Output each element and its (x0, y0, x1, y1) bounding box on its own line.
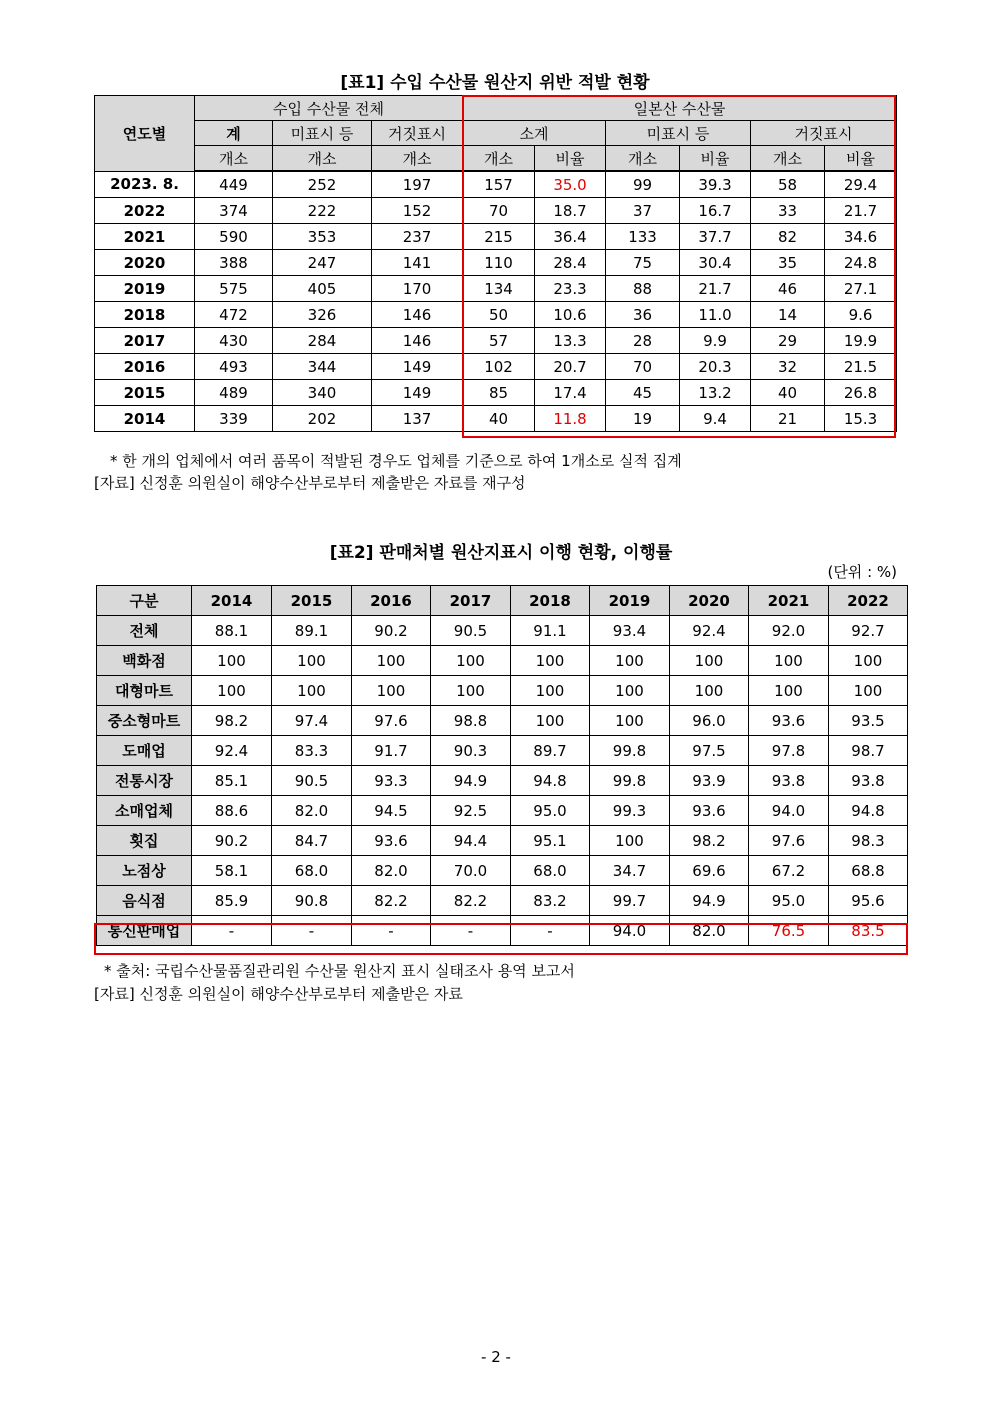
table2-cell: 82.2 (352, 886, 431, 916)
table2-year-header: 2021 (749, 586, 829, 616)
table1-group-total: 수입 수산물 전체 (195, 96, 463, 121)
table2-cell: 58.1 (192, 856, 272, 886)
table2-cell: 94.0 (590, 916, 670, 946)
table2-cell: 68.0 (272, 856, 352, 886)
table1-cell: 17.4 (535, 380, 606, 406)
table1-cell: 102 (463, 354, 535, 380)
table1-cell: 9.4 (680, 406, 751, 432)
table2-cell: 98.3 (829, 826, 908, 856)
table1-cell: 75 (606, 250, 680, 276)
table1-cell: 493 (195, 354, 273, 380)
table1-cell: 29.4 (825, 171, 897, 198)
table2-cell: 82.0 (352, 856, 431, 886)
table2-cell: 98.8 (431, 706, 511, 736)
table1-cell: 489 (195, 380, 273, 406)
table1-cell: 37.7 (680, 224, 751, 250)
row-label: 백화점 (97, 646, 192, 676)
table2-row (97, 856, 908, 886)
table2-cell: 90.5 (272, 766, 352, 796)
table2-row (97, 736, 908, 766)
table1-source: [자료] 신정훈 의원실이 해양수산부로부터 제출받은 자료를 재구성 (94, 474, 526, 492)
table2-cell: 93.5 (829, 706, 908, 736)
table1-cell: 21 (751, 406, 825, 432)
table1-cell: 28 (606, 328, 680, 354)
table2-cell: 94.4 (431, 826, 511, 856)
unit-count: 개소 (195, 146, 273, 172)
table1-cell: 21.5 (825, 354, 897, 380)
table2-cell: 93.4 (590, 616, 670, 646)
table2-cell: 98.2 (192, 706, 272, 736)
table2-cell: 67.2 (749, 856, 829, 886)
row-label: 전체 (97, 616, 192, 646)
table2-cell: 76.5 (749, 916, 829, 946)
table1-cell: 146 (372, 328, 463, 354)
table2-cell: 84.7 (272, 826, 352, 856)
table1-cell: 202 (273, 406, 372, 432)
table1-group-japan: 일본산 수산물 (463, 96, 897, 121)
table1-cell: 197 (372, 171, 463, 198)
table2-cell: 100 (272, 646, 352, 676)
table2-cell: 99.8 (590, 736, 670, 766)
row-label: 대형마트 (97, 676, 192, 706)
table1-cell: 88 (606, 276, 680, 302)
table1-cell: 152 (372, 198, 463, 224)
table2-cell: 90.5 (431, 616, 511, 646)
table2-year-header: 2020 (670, 586, 749, 616)
table2-year-header: 2022 (829, 586, 908, 616)
table2-cell: 98.7 (829, 736, 908, 766)
table2-cell: 97.6 (352, 706, 431, 736)
table1-cell: 40 (751, 380, 825, 406)
unit-ratio: 비율 (680, 146, 751, 172)
table2-row (97, 886, 908, 916)
table2-year-header: 2014 (192, 586, 272, 616)
table1-note: * 한 개의 업체에서 여러 품목이 적발된 경우도 업체를 기준으로 하여 1개소로 실적 집계 (110, 452, 682, 470)
table1-row (95, 328, 897, 354)
row-year: 2022 (95, 198, 195, 224)
table2-row (97, 796, 908, 826)
table2-row (97, 766, 908, 796)
row-year: 2015 (95, 380, 195, 406)
table2-cell: 88.1 (192, 616, 272, 646)
table1-row (95, 380, 897, 406)
table1-cell: 40 (463, 406, 535, 432)
table1-row (95, 406, 897, 432)
table1-cell: 18.7 (535, 198, 606, 224)
table1-cell: 36 (606, 302, 680, 328)
table1-cell: 37 (606, 198, 680, 224)
table2-cell: 95.0 (511, 796, 590, 826)
table1-cell: 10.6 (535, 302, 606, 328)
table2-cell: 90.2 (352, 616, 431, 646)
table1-cell: 326 (273, 302, 372, 328)
table1-cell: 237 (372, 224, 463, 250)
row-year: 2014 (95, 406, 195, 432)
table2-cell: 92.7 (829, 616, 908, 646)
table1-cell: 23.3 (535, 276, 606, 302)
table2-cell: - (511, 916, 590, 946)
table1-row (95, 224, 897, 250)
table2-cell: 94.9 (670, 886, 749, 916)
table2-year-header: 2018 (511, 586, 590, 616)
header-jp-false: 거짓표시 (751, 121, 897, 146)
table2-cell: 100 (431, 676, 511, 706)
table2-cell: 100 (749, 676, 829, 706)
table2-cell: 92.4 (670, 616, 749, 646)
table1-cell: 339 (195, 406, 273, 432)
table2-cell: 82.0 (272, 796, 352, 826)
table1-cell: 32 (751, 354, 825, 380)
table2-cell: 82.0 (670, 916, 749, 946)
row-year: 2017 (95, 328, 195, 354)
table2-cell: - (272, 916, 352, 946)
table1-cell: 85 (463, 380, 535, 406)
table1-cell: 82 (751, 224, 825, 250)
table2-cell: 83.5 (829, 916, 908, 946)
table1-cell: 45 (606, 380, 680, 406)
table1-cell: 39.3 (680, 171, 751, 198)
table2-cell: 83.3 (272, 736, 352, 766)
table2-cell: 94.5 (352, 796, 431, 826)
row-year: 2018 (95, 302, 195, 328)
table1-cell: 27.1 (825, 276, 897, 302)
table1 (94, 95, 897, 432)
table1-cell: 405 (273, 276, 372, 302)
page-number: - 2 - (481, 1348, 511, 1366)
table2-cell: 100 (272, 676, 352, 706)
row-label: 소매업체 (97, 796, 192, 826)
table2-cell: 92.5 (431, 796, 511, 826)
table1-cell: 15.3 (825, 406, 897, 432)
table1-cell: 30.4 (680, 250, 751, 276)
table1-cell: 149 (372, 354, 463, 380)
table2-cell: 100 (511, 646, 590, 676)
table2-cell: 91.7 (352, 736, 431, 766)
header-jp-unlabeled: 미표시 등 (606, 121, 751, 146)
table1-cell: 575 (195, 276, 273, 302)
table2-label-header: 구분 (97, 586, 192, 616)
table1-cell: 472 (195, 302, 273, 328)
table2-year-header: 2016 (352, 586, 431, 616)
table1-cell: 11.8 (535, 406, 606, 432)
table1-cell: 9.6 (825, 302, 897, 328)
unit-count: 개소 (751, 146, 825, 172)
unit-count: 개소 (273, 146, 372, 172)
table2-cell: 34.7 (590, 856, 670, 886)
table2-header-row (97, 586, 908, 616)
table2-cell: 95.6 (829, 886, 908, 916)
table2-note: * 출처: 국립수산물품질관리원 수산물 원산지 표시 실태조사 용역 보고서 (104, 962, 575, 980)
table2-cell: 97.6 (749, 826, 829, 856)
row-label: 음식점 (97, 886, 192, 916)
table2-cell: 99.8 (590, 766, 670, 796)
table2-unit: (단위 : %) (827, 563, 897, 581)
table2-cell: 90.8 (272, 886, 352, 916)
table1-cell: 374 (195, 198, 273, 224)
table1-row (95, 250, 897, 276)
table2-cell: 96.0 (670, 706, 749, 736)
table2-cell: 100 (431, 646, 511, 676)
table2-cell: 89.7 (511, 736, 590, 766)
table2-cell: 93.6 (352, 826, 431, 856)
table2-row (97, 616, 908, 646)
table1-cell: 28.4 (535, 250, 606, 276)
table2-cell: 97.5 (670, 736, 749, 766)
table2-cell: 100 (670, 646, 749, 676)
table1-cell: 134 (463, 276, 535, 302)
table1-cell: 70 (606, 354, 680, 380)
table1-cell: 29 (751, 328, 825, 354)
table2-source: [자료] 신정훈 의원실이 해양수산부로부터 제출받은 자료 (94, 985, 463, 1003)
table2-cell: 95.1 (511, 826, 590, 856)
table1-year-header: 연도별 (95, 96, 195, 172)
table2-cell: 93.3 (352, 766, 431, 796)
table2-cell: 94.9 (431, 766, 511, 796)
table2-cell: 99.3 (590, 796, 670, 826)
table1-row (95, 276, 897, 302)
table1-cell: 99 (606, 171, 680, 198)
table2-row (97, 916, 908, 946)
table2-year-header: 2015 (272, 586, 352, 616)
table2-cell: 93.6 (749, 706, 829, 736)
table2-year-header: 2017 (431, 586, 511, 616)
table1-cell: 26.8 (825, 380, 897, 406)
table2-cell: 100 (590, 826, 670, 856)
table2-cell: 100 (511, 706, 590, 736)
table1-cell: 340 (273, 380, 372, 406)
table2-cell: 92.4 (192, 736, 272, 766)
table1-cell: 13.2 (680, 380, 751, 406)
table1-cell: 21.7 (825, 198, 897, 224)
table2-cell: 93.8 (829, 766, 908, 796)
table2-cell: 89.1 (272, 616, 352, 646)
table1-cell: 13.3 (535, 328, 606, 354)
table1-cell: 284 (273, 328, 372, 354)
table2-cell: 94.8 (511, 766, 590, 796)
table2-cell: 70.0 (431, 856, 511, 886)
table1-cell: 35 (751, 250, 825, 276)
table1-cell: 33 (751, 198, 825, 224)
table2-cell: 100 (590, 706, 670, 736)
table2-cell: 100 (670, 676, 749, 706)
row-year: 2023. 8. (95, 171, 195, 198)
table2-cell: 100 (749, 646, 829, 676)
table2-row (97, 706, 908, 736)
table2-cell: 90.2 (192, 826, 272, 856)
table1-cell: 141 (372, 250, 463, 276)
table2-cell: 82.2 (431, 886, 511, 916)
table1-cell: 57 (463, 328, 535, 354)
unit-count: 개소 (606, 146, 680, 172)
table2-cell: 100 (352, 676, 431, 706)
table1-cell: 146 (372, 302, 463, 328)
table2-cell: 93.6 (670, 796, 749, 826)
table2-cell: 100 (590, 646, 670, 676)
table1-cell: 222 (273, 198, 372, 224)
table1-cell: 149 (372, 380, 463, 406)
row-year: 2021 (95, 224, 195, 250)
table1-cell: 11.0 (680, 302, 751, 328)
table2-cell: 97.4 (272, 706, 352, 736)
table1-cell: 20.7 (535, 354, 606, 380)
table1-cell: 353 (273, 224, 372, 250)
table1-cell: 170 (372, 276, 463, 302)
table1-cell: 215 (463, 224, 535, 250)
table1-cell: 46 (751, 276, 825, 302)
table2-cell: 94.0 (749, 796, 829, 826)
table2-cell: 99.7 (590, 886, 670, 916)
table1-cell: 247 (273, 250, 372, 276)
row-label: 중소형마트 (97, 706, 192, 736)
table1-cell: 24.8 (825, 250, 897, 276)
table1-cell: 21.7 (680, 276, 751, 302)
table2-cell: 97.8 (749, 736, 829, 766)
table1-cell: 50 (463, 302, 535, 328)
table1-cell: 70 (463, 198, 535, 224)
table1-cell: 34.6 (825, 224, 897, 250)
table1-cell: 19.9 (825, 328, 897, 354)
table2-cell: 100 (352, 646, 431, 676)
table2-cell: 100 (829, 676, 908, 706)
table1-row (95, 171, 897, 198)
row-label: 노점상 (97, 856, 192, 886)
table2-row (97, 826, 908, 856)
row-year: 2019 (95, 276, 195, 302)
table2-cell: 92.0 (749, 616, 829, 646)
table2-cell: - (352, 916, 431, 946)
table1-cell: 19 (606, 406, 680, 432)
table2-cell: 69.6 (670, 856, 749, 886)
table1-cell: 58 (751, 171, 825, 198)
table2-cell: 93.8 (749, 766, 829, 796)
table2-cell: 98.2 (670, 826, 749, 856)
table2-row (97, 646, 908, 676)
table1-cell: 137 (372, 406, 463, 432)
table2-cell: 100 (192, 646, 272, 676)
table2-cell: - (431, 916, 511, 946)
table1-cell: 344 (273, 354, 372, 380)
table2-row (97, 676, 908, 706)
table2-cell: 94.8 (829, 796, 908, 826)
unit-ratio: 비율 (535, 146, 606, 172)
header-false: 거짓표시 (372, 121, 463, 146)
header-subtotal: 소계 (463, 121, 606, 146)
table2-cell: 85.9 (192, 886, 272, 916)
table2-cell: 83.2 (511, 886, 590, 916)
table1-cell: 157 (463, 171, 535, 198)
table2-cell: 91.1 (511, 616, 590, 646)
table2-cell: 100 (829, 646, 908, 676)
table1-cell: 110 (463, 250, 535, 276)
table1-cell: 36.4 (535, 224, 606, 250)
table2-cell: 93.9 (670, 766, 749, 796)
header-unlabeled: 미표시 등 (273, 121, 372, 146)
table1-title: [표1] 수입 수산물 원산지 위반 적발 현황 (340, 73, 650, 93)
table1-cell: 590 (195, 224, 273, 250)
table1-cell: 133 (606, 224, 680, 250)
table1-cell: 252 (273, 171, 372, 198)
table1-cell: 16.7 (680, 198, 751, 224)
unit-ratio: 비율 (825, 146, 897, 172)
table1-cell: 430 (195, 328, 273, 354)
table1-cell: 449 (195, 171, 273, 198)
table2-year-header: 2019 (590, 586, 670, 616)
table2 (96, 585, 908, 946)
table2-cell: 85.1 (192, 766, 272, 796)
table2-cell: 95.0 (749, 886, 829, 916)
row-label: 횟집 (97, 826, 192, 856)
row-label: 통신판매업 (97, 916, 192, 946)
table1-cell: 20.3 (680, 354, 751, 380)
table2-cell: - (192, 916, 272, 946)
table2-cell: 100 (192, 676, 272, 706)
header-total: 계 (195, 121, 273, 146)
table1-row (95, 302, 897, 328)
table2-cell: 100 (511, 676, 590, 706)
table2-cell: 68.0 (511, 856, 590, 886)
table1-cell: 35.0 (535, 171, 606, 198)
table2-cell: 100 (590, 676, 670, 706)
table1-row (95, 354, 897, 380)
table1-cell: 388 (195, 250, 273, 276)
unit-count: 개소 (463, 146, 535, 172)
table1-cell: 14 (751, 302, 825, 328)
row-label: 전통시장 (97, 766, 192, 796)
table1-row (95, 198, 897, 224)
row-year: 2020 (95, 250, 195, 276)
row-label: 도매업 (97, 736, 192, 766)
table2-cell: 90.3 (431, 736, 511, 766)
table2-cell: 68.8 (829, 856, 908, 886)
table2-cell: 88.6 (192, 796, 272, 826)
table2-title: [표2] 판매처별 원산지표시 이행 현황, 이행률 (329, 543, 673, 563)
unit-count: 개소 (372, 146, 463, 172)
table1-cell: 9.9 (680, 328, 751, 354)
row-year: 2016 (95, 354, 195, 380)
